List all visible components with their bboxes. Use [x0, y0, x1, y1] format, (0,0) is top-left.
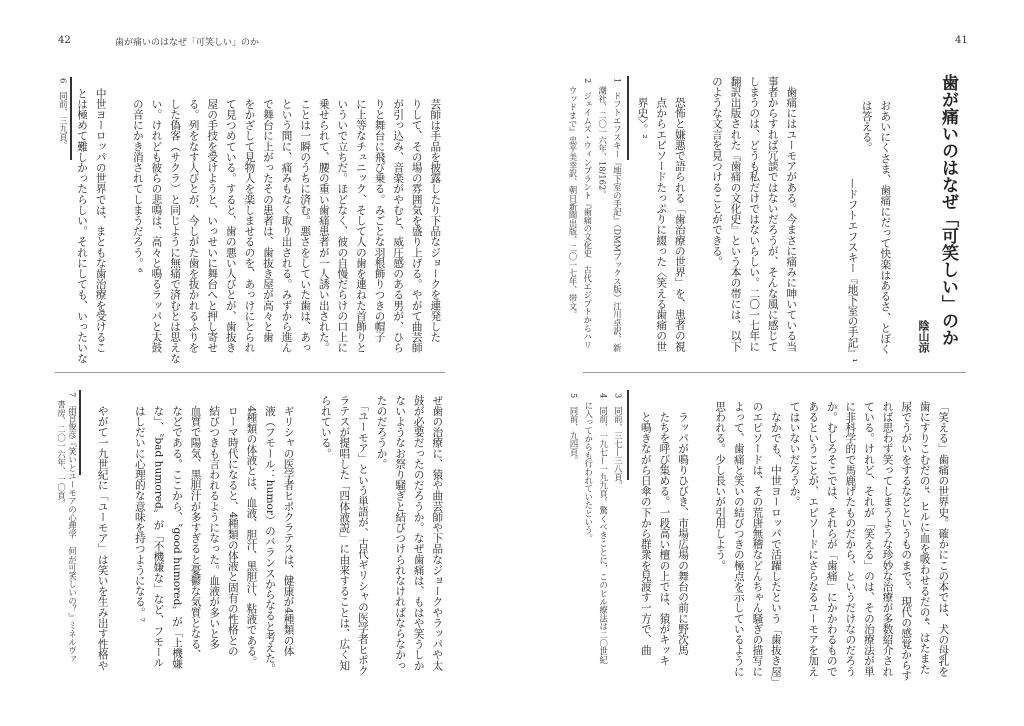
text-line: ラテスが提唱した「四体液説」に由来することは、広く知 — [338, 395, 351, 671]
text-line: ギリシャの医学者ヒポクラテスは、健康が4種類の体 — [282, 395, 295, 657]
footnote-line: に入ってからも行われていたという。 — [583, 393, 594, 543]
text-line: 恐怖と嫌悪で語られる「歯治療の世界」を、患者の視 — [673, 76, 686, 352]
text-line: てはいないだろうか。 — [788, 401, 801, 507]
text-line: たちを呼び集める。一段高い檀の上では、猿がキッキ — [658, 401, 671, 666]
paragraph-break — [689, 76, 708, 352]
text-line: で舞台に上がったその患者は、歯抜き屋が高々と歯 — [261, 88, 274, 343]
footnote-rule — [627, 390, 629, 480]
text-line: 界史〉。² — [636, 76, 649, 139]
text-line: 鼓が必要だったのだろうか。なぜ歯痛は、もはや笑うしか — [412, 395, 425, 671]
page-number: 42 — [58, 35, 71, 46]
text-line: しまうのは、どうも私だけではないらしい。二〇一七年に — [748, 76, 761, 352]
text-line: 思われる。少し長いが引用しよう。 — [714, 401, 727, 571]
paragraph-break — [298, 395, 317, 676]
epigraph-attribution: —ドフトエフスキー『地下室の手記』¹ — [846, 178, 859, 363]
text-line: ぜ歯の治療に、猿や曲芸師や下品なジョークやラッパや太 — [431, 395, 444, 671]
text-line: て見つめている。すると、歯の悪い人びとが、歯抜き — [224, 88, 237, 353]
page-number: 41 — [955, 35, 968, 46]
text-line: 中世ヨーロッパの世界では、まともな歯治療を受けるこ — [94, 88, 107, 353]
running-title: 歯が痛いのはなぜ「可笑しい」のか — [115, 38, 260, 48]
text-line: 翻訳出版された『歯痛の文化史』という本の帯には、以下 — [729, 76, 742, 352]
footnote-line: 1 ドフトエフスキー『地下室の手記』（DMMブックス版）江川卓訳、新 — [612, 78, 623, 352]
text-line: い。けれども彼らの悲鳴は、高々と鳴るラッパと太鼓 — [150, 88, 163, 353]
text-line: やがて一九世紀に「ユーモア」は笑いを生み出す性格や — [96, 395, 109, 671]
text-line: が引っ込み、音楽がやむと、威圧感のある男が、ひら — [392, 88, 405, 353]
text-line: 屋の手技を受けようと、いっせいに舞台へと押し寄せ — [206, 88, 219, 353]
text-line: 「ユーモア」という単語が、古代ギリシャの医学者ヒポク — [356, 395, 369, 676]
section-divider — [583, 372, 966, 373]
text-line: ないようなお祭り騒ぎと結びつけられなければならなかっ — [394, 395, 407, 671]
text-line: あるということが、エピソードにさらなるユーモアを加え — [807, 401, 820, 677]
footnotes-lower — [56, 392, 78, 663]
right-page — [512, 0, 1024, 726]
text-line: 歯にすりこむだの³、ヒルに血を吸わせるだの⁴、はたまた — [918, 401, 931, 675]
footnotes-upper — [565, 78, 624, 352]
text-line: ローマ時代になると、4種類の体液と固有の性格との — [226, 395, 239, 657]
text-line: は答える。 — [860, 100, 873, 153]
text-line: した偽客（サクラ）と同じように無痛で済むとは思えな — [169, 88, 181, 364]
footnote-line: 6 同前、三九頁。 — [58, 78, 69, 150]
text-line: などである。ここから、〝good humored〟が「上機嫌 — [171, 395, 183, 669]
footnote-line: 4 同前、一九七—一九九頁。驚くべきことに、このヒル療法は二〇世紀 — [598, 393, 609, 664]
text-line: られている。 — [319, 395, 332, 459]
text-line: なかでも、中世ヨーロッパで活躍したという「歯抜き屋」 — [769, 401, 782, 688]
paragraph-break — [692, 401, 711, 687]
text-line: よって、歯痛と笑いの結びつきの極点を示しているように — [732, 401, 745, 677]
text-line: に上等なチュニック、そして人の歯を連ねた首飾りと — [354, 88, 367, 353]
text-line: の音にかき消されてしまうだろう。⁶ — [131, 88, 144, 273]
footnote-line: 潮社、二〇一六年、18/162。 — [597, 78, 608, 199]
section-divider — [55, 372, 445, 373]
body-text-lower — [93, 395, 446, 676]
body-text-lower — [636, 401, 952, 687]
text-line: 「笑える」歯痛の世界史。確かにこの本では、犬の母乳を — [937, 401, 950, 677]
text-line: ことは一瞬のうちに済む。悪さをしていた歯は、あっ — [299, 88, 312, 353]
text-line: に非科学的で馬鹿げたものだから、というだけなのだろう — [844, 401, 857, 677]
footnote-line: 3 同前、三七—三八頁。 — [613, 393, 624, 490]
text-line: ている。けれど、それが「笑える」のは、その治療法が単 — [862, 401, 875, 677]
text-line: 液（フモール：humor）のバランスからなると考えた。 — [263, 395, 276, 674]
text-line: 尿でうがいをするなどというものまで⁵、現代の感覚からす — [900, 401, 913, 681]
text-line: 点からエピソードたっぷりに綴った〈笑える歯痛の世 — [655, 76, 668, 352]
text-line: と鳴きながら日傘の下から群衆を見渡す一方で、曲 — [639, 401, 652, 656]
footnote-line: 2 ジェイムズ・ウィンブラント『歯痛の文化史 古代エジプトからハリ — [582, 78, 593, 349]
epigraph — [857, 100, 894, 354]
body-text-upper — [72, 88, 444, 364]
footnote-line: 書房、二〇一六年、一〇頁。 — [56, 392, 67, 509]
text-line: という間に、痛みもなく取り出される。みずから進ん — [280, 88, 293, 353]
text-line: ラッパが鳴りひびき、市場広場の舞台の前に野次馬 — [677, 401, 689, 656]
text-line: 芸師は手品を披露したり下品なジョークを連発した — [429, 88, 442, 343]
text-line: 乗せられて、腰の重い歯痛患者が一人誘い出された。 — [317, 88, 330, 353]
footnote-line: 5 同前、九四頁。 — [569, 393, 580, 465]
footnote-rule — [79, 390, 81, 475]
footnotes-lower — [566, 393, 625, 664]
footnote-rule — [627, 76, 629, 160]
paragraph-break — [110, 88, 129, 364]
text-line: か。むしろそこでは、それらが「歯痛」にかかわるもので — [825, 401, 838, 677]
text-line: のエピソードは、その荒唐無稽などんちゃん騒ぎの描写に — [751, 401, 764, 677]
text-line: 歯痛にはユーモアがある。今まさに痛みに呻いている当 — [785, 76, 798, 352]
text-line: 血質で陽気、黒胆汁が多すぎると憂鬱な気質となる、 — [189, 395, 202, 660]
text-line: な」、〝bad humored〟が「不機嫌な」など、フモール — [152, 395, 165, 668]
text-line: りと舞台に飛び乗る。みごとな羽根飾りつきの帽子 — [373, 88, 386, 343]
author-name: 陰山涼 — [917, 320, 930, 353]
text-line: とは極めて難しかったらしい。それにしても、いったいな — [76, 88, 89, 364]
text-line: をかざして見物人を楽しませるのを、あっけにとられ — [243, 88, 256, 353]
text-line: たのだろうか。 — [375, 395, 388, 470]
text-line: れば思わず笑ってしまうような珍妙な治療が多数紹介され — [881, 401, 894, 677]
text-line: 結びつきも言われるようになった。血液が多いと多 — [208, 395, 221, 650]
footnotes-upper — [56, 78, 71, 150]
footnote-line: 7 雨宮俊彦『笑いとユーモアの心理学 何が可笑しいの？』ミネルヴァ — [67, 392, 78, 663]
footnote-line: ウッドまで』忠平美幸訳、朝日新聞出版、二〇一七年、帯文。 — [568, 78, 579, 319]
text-line: る。列をなす人びとが、今しがた歯を抜かれるふりを — [187, 88, 200, 353]
body-text-upper — [633, 76, 800, 352]
text-line: のような文言を見つけることができる。 — [710, 76, 723, 267]
text-line: はしだいに心理的な意味を持つようになる。⁷ — [133, 395, 146, 622]
text-line: おあいにくさま、歯痛にだって快楽はあるさ、とぼく — [879, 100, 892, 355]
paragraph-break — [112, 395, 131, 676]
chapter-title: 歯が痛いのはなぜ「可笑しい」のか — [938, 74, 958, 346]
text-line: 事者からすれば冗談ではないだろうが、そんな風に感じて — [766, 76, 779, 352]
text-line: 4種類の体液とは、血液、胆汁、黒胆汁、粘液である。 — [245, 395, 258, 667]
text-line: いういで立ちだ。ほどなく、彼の自慢だらけの口上に — [336, 88, 349, 353]
text-line: りして、その場の雰囲気を盛り上げる。やがて曲芸師 — [410, 88, 423, 353]
